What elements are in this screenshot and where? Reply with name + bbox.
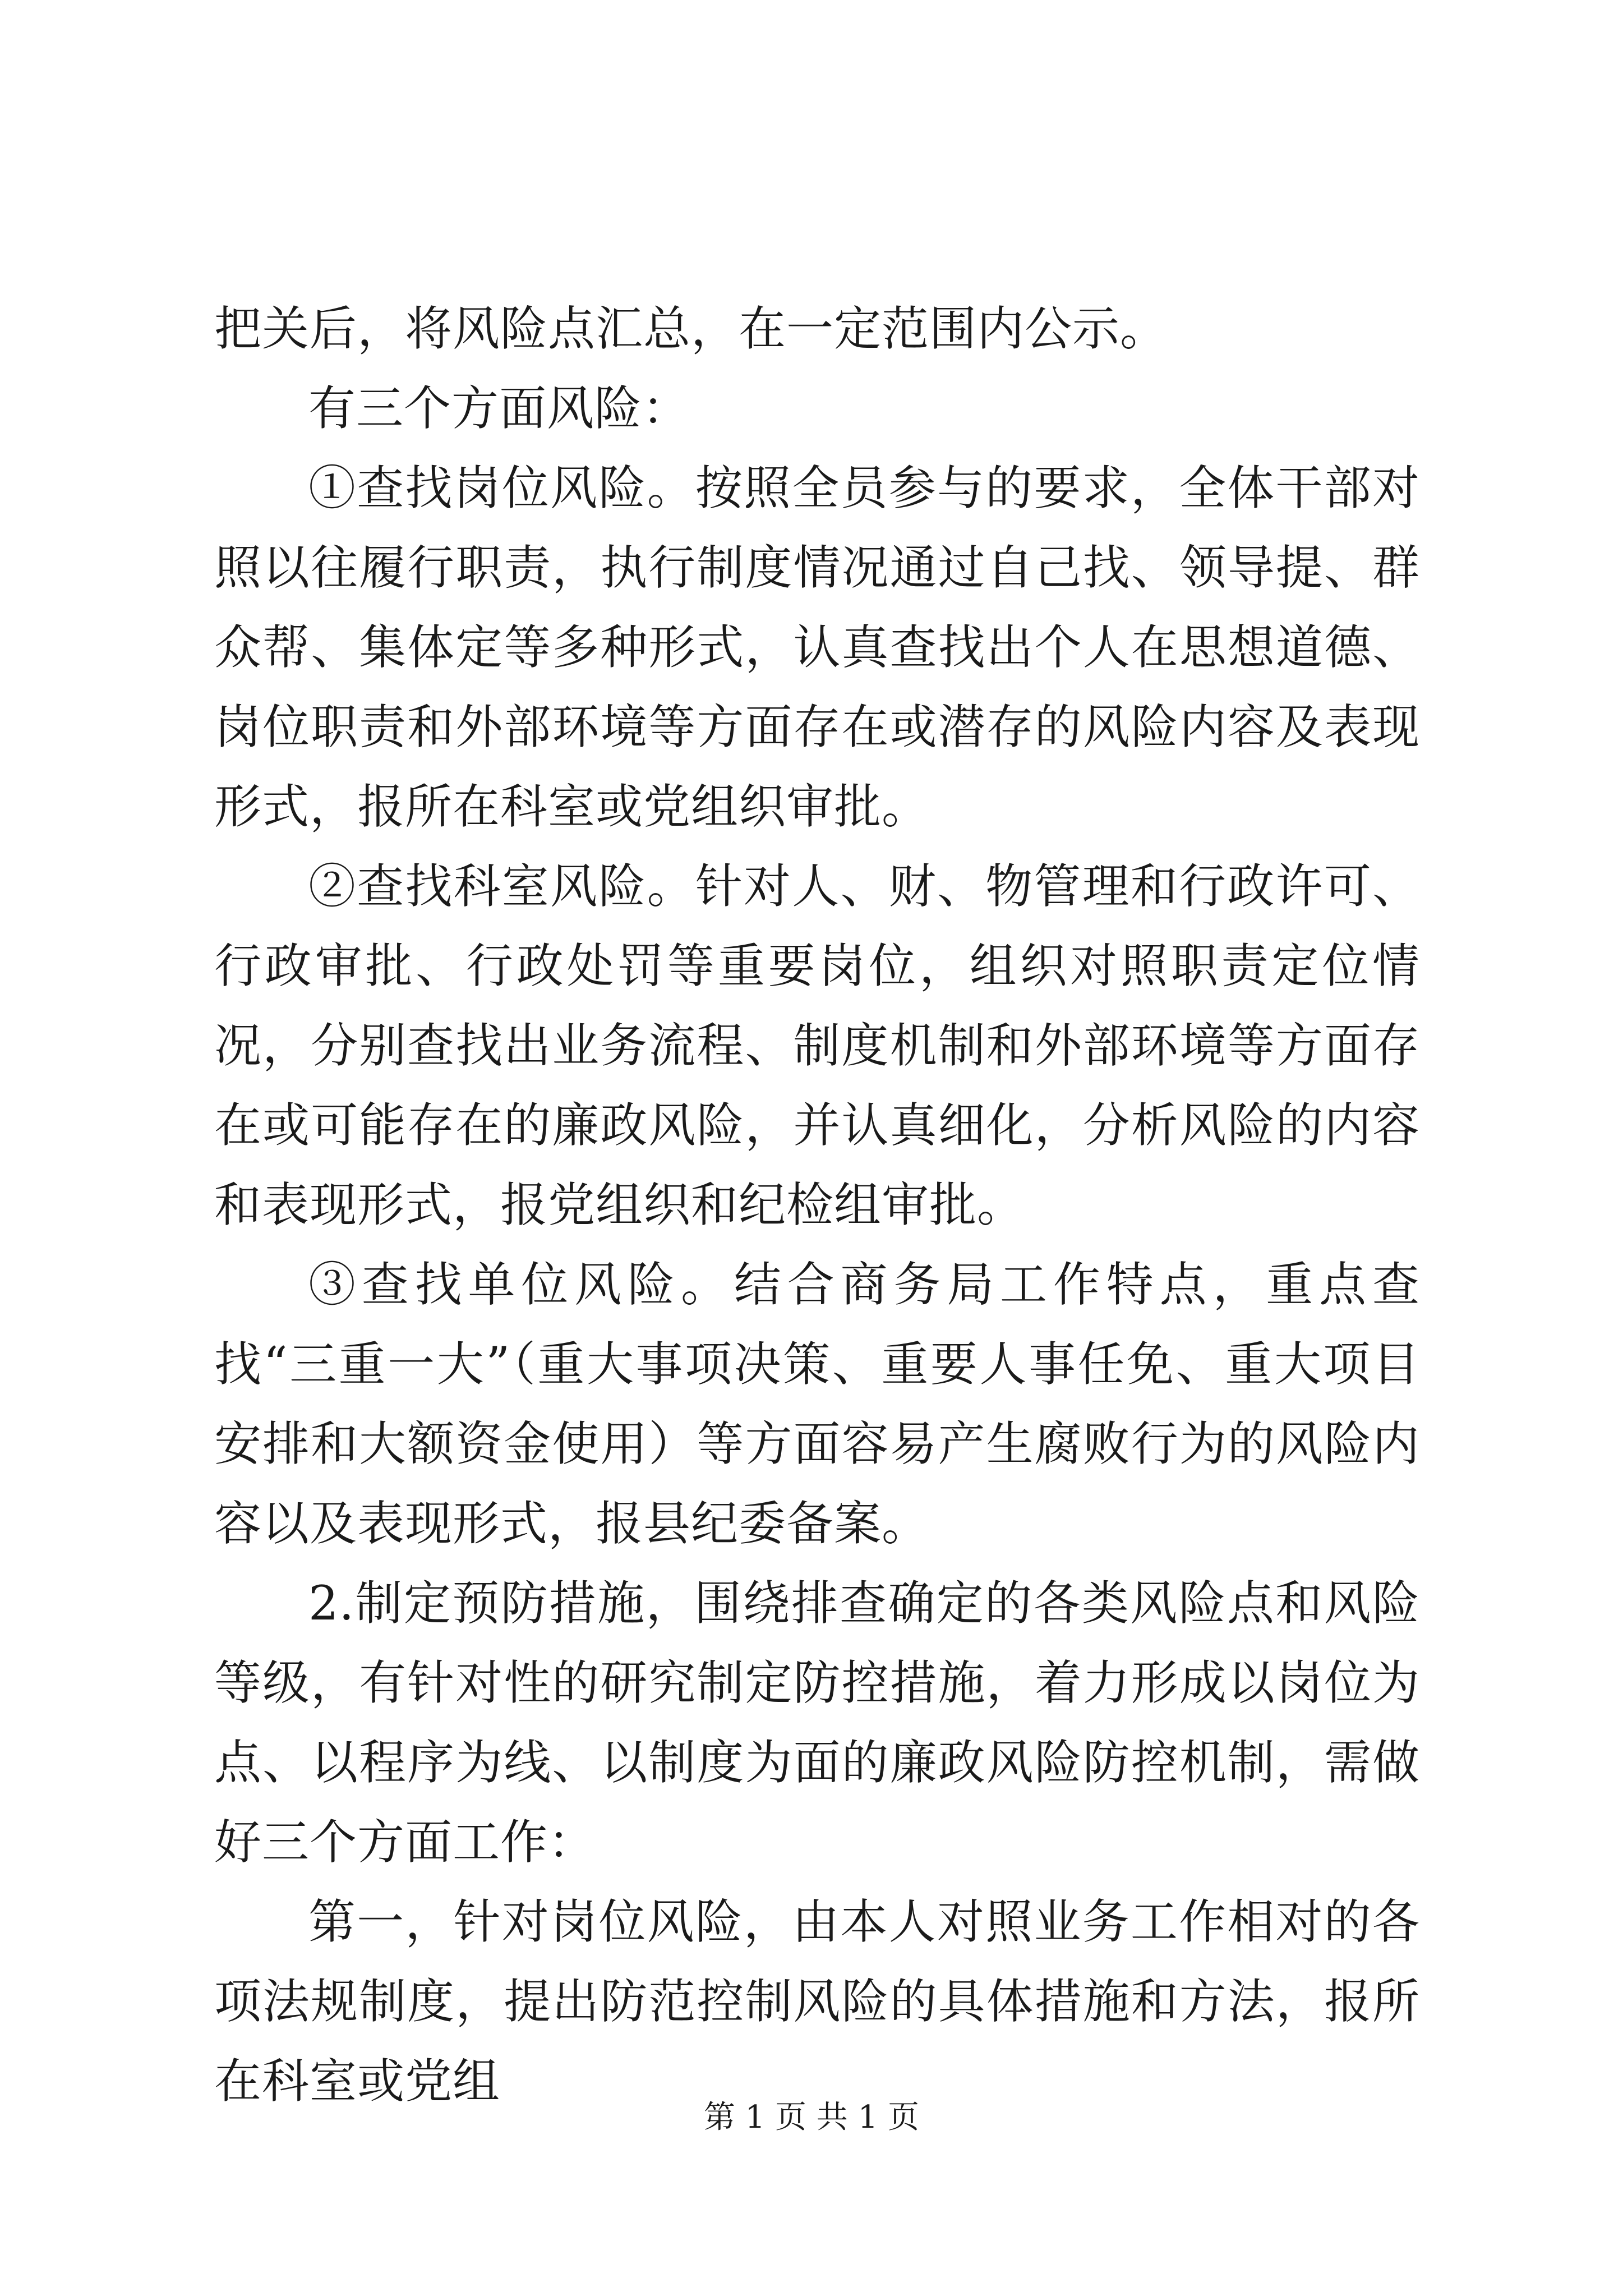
paragraph-1: 把关后，将风险点汇总，在一定范围内公示。 bbox=[214, 301, 1168, 356]
paragraph-3: ①查找岗位风险。按照全员参与的要求，全体干部对照以往履行职责，执行制度情况通过自己找、领导提、群众帮、集体定等多种形式，认真查找出个人在思想道德、岗位职责和外部环境等方面存在或潜存的风险内容及表现形式，报所在科室或党组织审批。 bbox=[214, 461, 1420, 834]
paragraph-4: ②查找科室风险。针对人、财、物管理和行政许可、行政审批、行政处罚等重要岗位，组织对照职责定位情况，分别查找出业务流程、制度机制和外部环境等方面存在或可能存在的廉政风险，并认真细化，分析风险的内容和表现形式，报党组织和纪检组审批。 bbox=[214, 859, 1420, 1232]
paragraph-5: ③查找单位风险。结合商务局工作特点，重点查找“三重一大”（重大事项决策、重要人事任免、重大项目安排和大额资金使用）等方面容易产生腐败行为的风险内容以及表现形式，报县纪委备案。 bbox=[214, 1257, 1420, 1551]
page-footer: 第 1 页 共 1 页 bbox=[703, 2099, 920, 2136]
paragraph-2: 有三个方面风险： bbox=[308, 381, 690, 436]
paragraph-6: 2.制定预防措施，围绕排查确定的各类风险点和风险等级，有针对性的研究制定防控措施，着力形成以岗位为点、以程序为线、以制度为面的廉政风险防控机制，需做好三个方面工作： bbox=[214, 1576, 1420, 1870]
document-body bbox=[214, 289, 1420, 2121]
paragraph-7: 第一，针对岗位风险，由本人对照业务工作相对的各项法规制度，提出防范控制风险的具体措施和方法，报所在科室或党组 bbox=[214, 1894, 1420, 2109]
